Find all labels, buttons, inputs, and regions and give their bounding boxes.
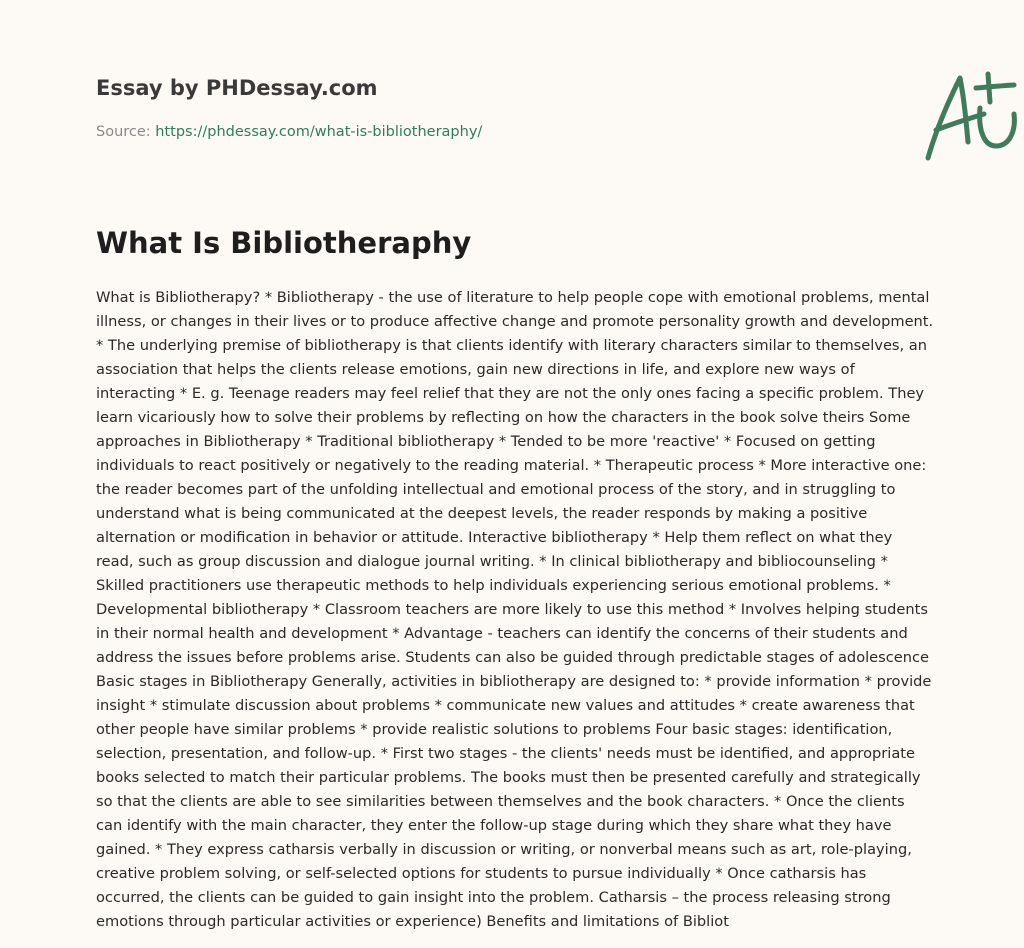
essay-body: What is Bibliotherapy? * Bibliotherapy - the use of literature to help people cope with emotional problems, mental illness, or changes in their lives or to produce affective change and promote personality growth and development. * The underlying premise of bibliotherapy is that clients identify with literary characters similar to themselves, an association that helps the clients release emotions, gain new directions in life, and explore new ways of interacting * E. g. Teenage readers may feel relief that they are not the only ones facing a specific problem. They learn vicariously how to solve their problems by reflecting on how the characters in the book solve theirs Some approaches in Bibliotherapy * Traditional bibliotherapy * Tended to be more 'reactive' * Focused on getting individuals to react positively or negatively to the reading material. * Therapeutic process * More interactive one: the reader becomes part of the unfolding intellectual and emotional process of the story, and in struggling to understand what is being communicated at the deepest levels, the reader responds by making a positive alternation or modification in behavior or attitude. Interactive bibliotherapy * Help them reflect on what they read, such as group discussion and dialogue journal writing. * In clinical bibliotherapy and bibliocounseling * Skilled practitioners use therapeutic methods to help individuals experiencing serious emotional problems. * Developmental bibliotherapy * Classroom teachers are more likely to use this method * Involves helping students in their normal health and development * Advantage - teachers can identify the concerns of their students and address the issues before problems arise. Students can also be guided through predictable stages of adolescence Basic stages in Bibliotherapy Generally, activities in bibliotherapy are designed to: * provide information * provide insight * stimulate discussion about problems * communicate new values and attitudes * create awareness that other people have similar problems * provide realistic solutions to problems Four basic stages: identification, selection, presentation, and follow-up. * First two stages - the clients' needs must be identified, and appropriate books selected to match their particular problems. The books must then be presented carefully and strategically so that the clients are able to see similarities between themselves and the book characters. * Once the clients can identify with the main character, they enter the follow-up stage during which they share what they have gained. * They express catharsis verbally in discussion or writing, or nonverbal means such as art, role-playing, creative problem solving, or self-selected options for students to pursue individually * Once catharsis has occurred, the clients can be guided to gain insight into the problem. Catharsis – the process releasing strong emotions through particular activities or experience) Benefits and limitations of Bibliot xyxy=(96,289,934,930)
site-header-title: Essay by PHDessay.com xyxy=(96,76,378,100)
a-plus-icon xyxy=(918,68,1022,164)
source-link[interactable]: https://phdessay.com/what-is-bibliotheraphy/ xyxy=(155,124,483,140)
essay-title: What Is Bibliotheraphy xyxy=(96,226,472,260)
source-label: Source: xyxy=(96,124,151,140)
source-line xyxy=(96,124,482,140)
